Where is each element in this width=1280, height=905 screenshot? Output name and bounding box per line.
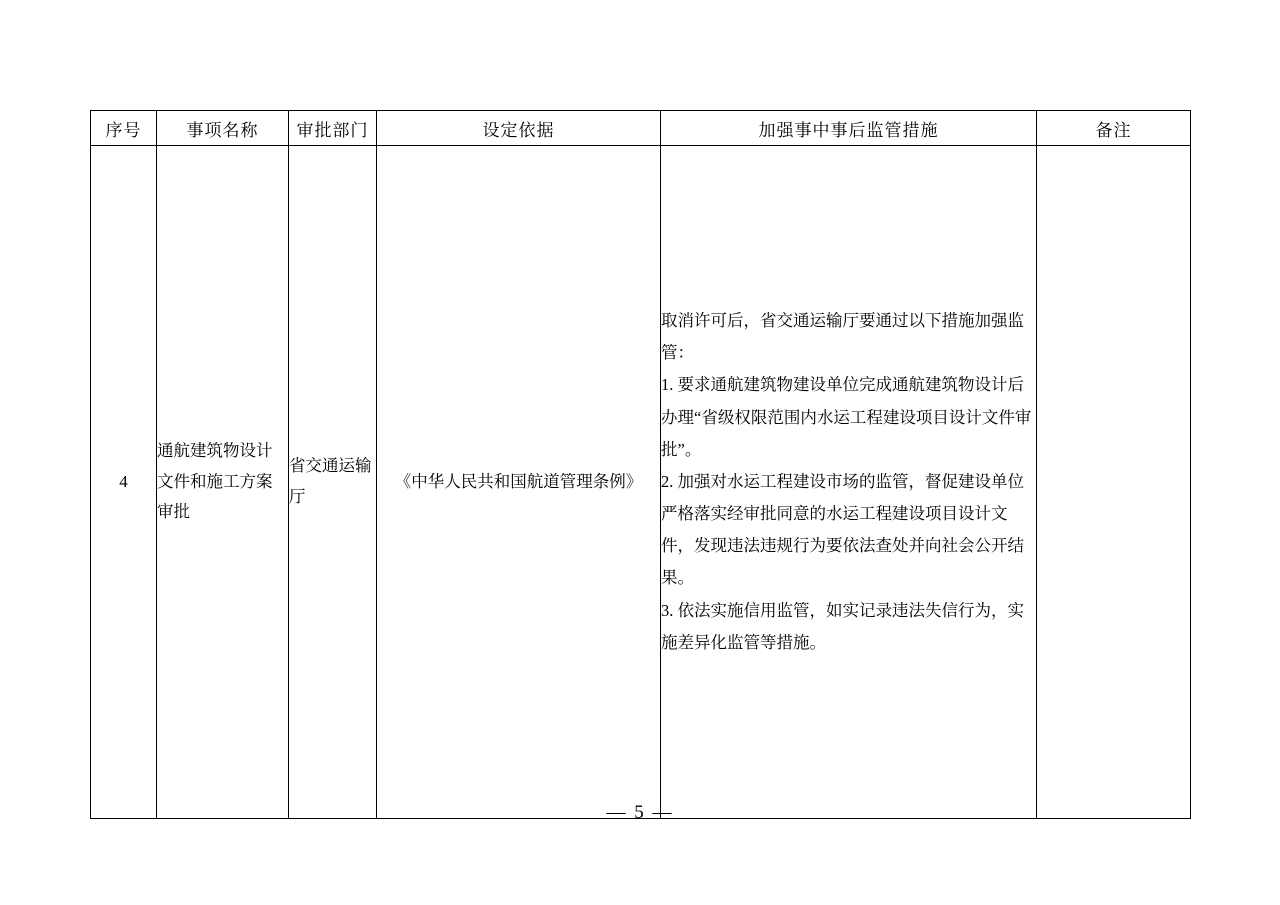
cell-remarks xyxy=(1037,146,1191,819)
column-header-supervision-measures: 加强事中事后监管措施 xyxy=(661,111,1037,146)
cell-approval-department: 省交通运输厅 xyxy=(289,146,377,819)
supervision-measures-table xyxy=(90,110,1191,819)
table-header-row xyxy=(91,111,1191,146)
column-header-legal-basis: 设定依据 xyxy=(377,111,661,146)
measure-paragraph-2: 2. 加强对水运工程建设市场的监管，督促建设单位严格落实经审批同意的水运工程建设项目设计文件，发现违法违规行为要依法查处并向社会公开结果。 xyxy=(661,471,1024,588)
column-header-sequence: 序号 xyxy=(91,111,157,146)
measure-paragraph-3: 3. 依法实施信用监管，如实记录违法失信行为，实施差异化监管等措施。 xyxy=(661,600,1024,652)
page-number: — 5 — xyxy=(606,802,674,823)
measure-paragraph-intro: 取消许可后，省交通运输厅要通过以下措施加强监管： xyxy=(661,311,1024,363)
cell-sequence: 4 xyxy=(91,146,157,819)
cell-item-name: 通航建筑物设计文件和施工方案审批 xyxy=(157,146,289,819)
table-row xyxy=(91,146,1191,819)
column-header-item-name: 事项名称 xyxy=(157,111,289,146)
cell-legal-basis: 《中华人民共和国航道管理条例》 xyxy=(377,146,661,819)
cell-supervision-measures xyxy=(661,146,1037,819)
column-header-remarks: 备注 xyxy=(1037,111,1191,146)
measure-paragraph-1: 1. 要求通航建筑物建设单位完成通航建筑物设计后办理“省级权限范围内水运工程建设项目设计文件审批”。 xyxy=(661,375,1032,459)
column-header-approval-department: 审批部门 xyxy=(289,111,377,146)
